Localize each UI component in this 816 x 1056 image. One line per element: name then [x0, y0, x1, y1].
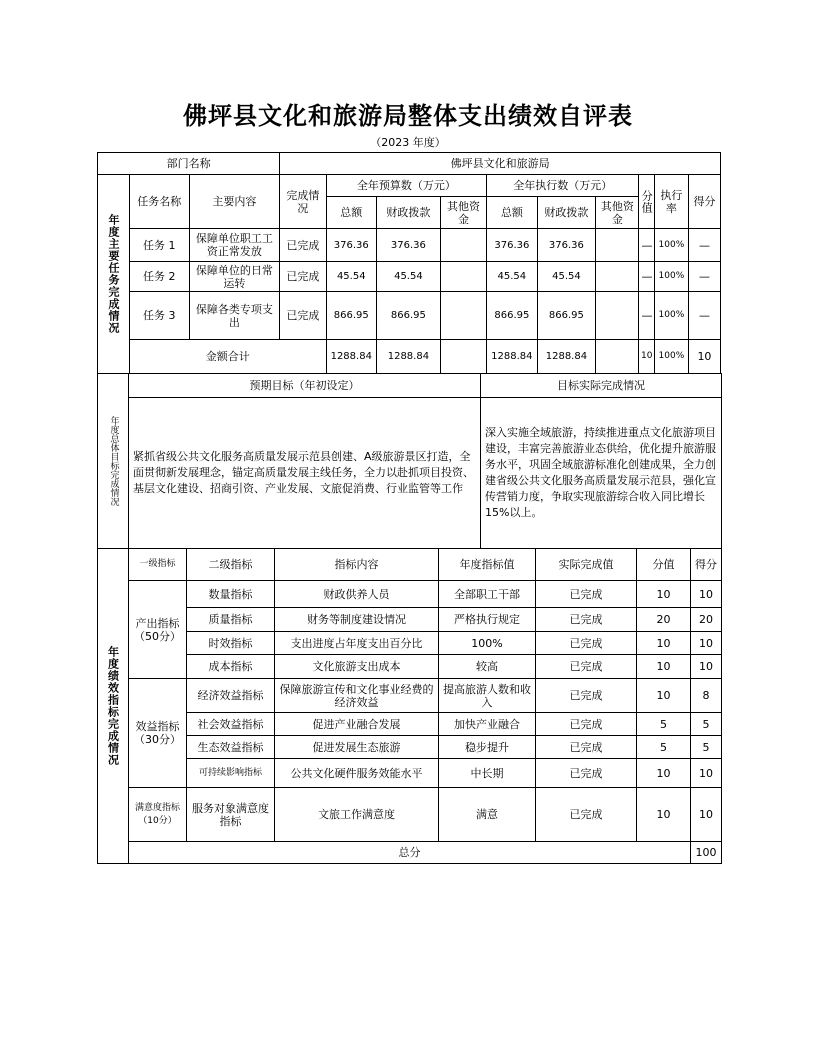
level2: 质量指标: [187, 608, 275, 632]
sum-budget-total: 1288.84: [326, 340, 376, 374]
score-value: 5: [637, 713, 691, 736]
expected-goal-text: 紧抓省级公共文化服务高质量发展示范县创建、A级旅游景区打造，全面贯彻新发展理念，锚定高质量发展主线任务，全力以赴抓项目投资、基层文化建设、招商引资、产业发展、文旅促消费、行业监管等工作: [129, 398, 481, 549]
header-score-value: 分值: [637, 549, 691, 581]
task-name: 任务 1: [129, 229, 189, 262]
dept-name-value: 佛坪县文化和旅游局: [280, 153, 721, 175]
sum-budget-other: [440, 340, 486, 374]
header-actual-value: 实际完成值: [536, 549, 637, 581]
score-value: 5: [637, 736, 691, 759]
actual-value: 已完成: [536, 581, 637, 608]
header-exec-total: 总额: [487, 197, 537, 229]
score-value: 10: [637, 655, 691, 679]
sum-exec-total: 1288.84: [487, 340, 537, 374]
budget-fiscal: 45.54: [376, 262, 440, 292]
table-row: [98, 655, 722, 679]
total-label: 总分: [129, 842, 691, 864]
annual-target: 全部职工干部: [439, 581, 536, 608]
sum-score: 10: [688, 340, 720, 374]
level2: 生态效益指标: [187, 736, 275, 759]
table-row: [98, 713, 722, 736]
score: —: [688, 229, 720, 262]
table-row: [98, 788, 722, 842]
table-row: [98, 262, 721, 292]
score-value: 10: [637, 788, 691, 842]
table-row: [98, 608, 722, 632]
level2: 可持续影响指标: [187, 759, 275, 788]
score: 20: [691, 608, 722, 632]
indicator-content: 财政供养人员: [275, 581, 439, 608]
budget-other: [440, 229, 486, 262]
level2: 经济效益指标: [187, 679, 275, 713]
exec-rate: 100%: [654, 262, 688, 292]
annual-target: 满意: [439, 788, 536, 842]
actual-value: 已完成: [536, 736, 637, 759]
indicator-content: 促进发展生态旅游: [275, 736, 439, 759]
score-value: 20: [637, 608, 691, 632]
header-budget-total: 总额: [326, 197, 376, 229]
actual-value: 已完成: [536, 655, 637, 679]
header-exec-rate: 执行率: [654, 175, 688, 229]
indicator-content: 文旅工作满意度: [275, 788, 439, 842]
sum-exec-other: [596, 340, 639, 374]
exec-total: 45.54: [487, 262, 537, 292]
header-completion: 完成情况: [280, 175, 326, 229]
performance-side-label: 年度绩效指标完成情况: [98, 549, 129, 864]
header-actual-completion: 目标实际完成情况: [481, 374, 722, 398]
annual-target: 提高旅游人数和收入: [439, 679, 536, 713]
table-row: [98, 736, 722, 759]
overall-goal-table: [97, 373, 722, 549]
header-score-value: 分值: [639, 175, 654, 229]
exec-rate: 100%: [654, 229, 688, 262]
indicator-content: 公共文化硬件服务效能水平: [275, 759, 439, 788]
dept-name-label: 部门名称: [98, 153, 280, 175]
level2: 服务对象满意度指标: [187, 788, 275, 842]
score: —: [688, 292, 720, 340]
actual-value: 已完成: [536, 679, 637, 713]
header-exec-fiscal: 财政拨款: [537, 197, 596, 229]
score: 10: [691, 788, 722, 842]
exec-fiscal: 866.95: [537, 292, 596, 340]
actual-value: 已完成: [536, 759, 637, 788]
score: 10: [691, 655, 722, 679]
overall-goal-side-label: 年度总体目标完成情况: [98, 374, 129, 549]
table-row: [98, 679, 722, 713]
score-value: —: [639, 292, 654, 340]
score: 10: [691, 581, 722, 608]
level1-satisfaction: 满意度指标（10分）: [129, 788, 187, 842]
task-name: 任务 2: [129, 262, 189, 292]
header-main-content: 主要内容: [189, 175, 280, 229]
level2: 成本指标: [187, 655, 275, 679]
annual-tasks-side-label: 年度主要任务完成情况: [98, 175, 130, 374]
task-content: 保障单位职工工资正常发放: [189, 229, 280, 262]
score: 5: [691, 713, 722, 736]
score: 10: [691, 759, 722, 788]
exec-rate: 100%: [654, 292, 688, 340]
actual-completion-text: 深入实施全域旅游，持续推进重点文化旅游项目建设，丰富完善旅游业态供给，优化提升旅游服务水平，巩固全域旅游标准化创建成果，全力创建省级公共文化服务高质量发展示范县，强化宣传营销力度，争取实现旅游综合收入同比增长 15%以上。: [481, 398, 722, 549]
task-status: 已完成: [280, 292, 326, 340]
budget-total: 376.36: [326, 229, 376, 262]
score-value: —: [639, 229, 654, 262]
task-content: 保障单位的日常运转: [189, 262, 280, 292]
score-value: 10: [637, 581, 691, 608]
performance-indicator-table: [97, 548, 722, 864]
indicator-content: 财务等制度建设情况: [275, 608, 439, 632]
level1-output: 产出指标（50分）: [129, 581, 187, 679]
exec-other: [596, 229, 639, 262]
score: 10: [691, 632, 722, 655]
table-row: [98, 229, 721, 262]
score-value: 10: [637, 679, 691, 713]
header-expected-goal: 预期目标（年初设定）: [129, 374, 481, 398]
exec-other: [596, 292, 639, 340]
budget-other: [440, 292, 486, 340]
total-row: [98, 842, 722, 864]
annual-target: 较高: [439, 655, 536, 679]
sum-budget-fiscal: 1288.84: [376, 340, 440, 374]
header-annual-execution: 全年执行数（万元）: [487, 175, 639, 197]
task-status: 已完成: [280, 262, 326, 292]
annual-target: 100%: [439, 632, 536, 655]
exec-other: [596, 262, 639, 292]
exec-fiscal: 45.54: [537, 262, 596, 292]
year-subtitle: （2023 年度）: [370, 136, 446, 149]
header-budget-fiscal: 财政拨款: [376, 197, 440, 229]
header-indicator-content: 指标内容: [275, 549, 439, 581]
indicator-content: 促进产业融合发展: [275, 713, 439, 736]
actual-value: 已完成: [536, 608, 637, 632]
budget-fiscal: 376.36: [376, 229, 440, 262]
sum-score-value: 10: [639, 340, 654, 374]
sum-exec-fiscal: 1288.84: [537, 340, 596, 374]
level2: 时效指标: [187, 632, 275, 655]
table-row: [98, 581, 722, 608]
level2: 数量指标: [187, 581, 275, 608]
indicator-content: 文化旅游支出成本: [275, 655, 439, 679]
table-row: [98, 632, 722, 655]
level1-benefit: 效益指标（30分）: [129, 679, 187, 788]
annual-target: 稳步提升: [439, 736, 536, 759]
header-task-name: 任务名称: [129, 175, 189, 229]
header-level1: 一级指标: [129, 549, 187, 581]
header-score: 得分: [688, 175, 720, 229]
sum-label: 金额合计: [129, 340, 326, 374]
annual-target: 加快产业融合: [439, 713, 536, 736]
actual-value: 已完成: [536, 788, 637, 842]
actual-value: 已完成: [536, 713, 637, 736]
page-title: 佛坪县文化和旅游局整体支出绩效自评表: [183, 101, 633, 130]
budget-total: 45.54: [326, 262, 376, 292]
task-name: 任务 3: [129, 292, 189, 340]
score: 8: [691, 679, 722, 713]
indicator-content: 支出进度占年度支出百分比: [275, 632, 439, 655]
header-exec-other: 其他资金: [596, 197, 639, 229]
score-value: —: [639, 262, 654, 292]
score-value: 10: [637, 759, 691, 788]
table-row: [98, 292, 721, 340]
annual-target: 严格执行规定: [439, 608, 536, 632]
budget-other: [440, 262, 486, 292]
task-completion-table: [97, 152, 721, 374]
exec-total: 866.95: [487, 292, 537, 340]
indicator-content: 保障旅游宣传和文化事业经费的经济效益: [275, 679, 439, 713]
header-level2: 二级指标: [187, 549, 275, 581]
score-value: 10: [637, 632, 691, 655]
table-row: [98, 759, 722, 788]
exec-fiscal: 376.36: [537, 229, 596, 262]
actual-value: 已完成: [536, 632, 637, 655]
task-content: 保障各类专项支出: [189, 292, 280, 340]
sum-exec-rate: 100%: [654, 340, 688, 374]
exec-total: 376.36: [487, 229, 537, 262]
total-score-value: 100: [691, 842, 722, 864]
header-budget-other: 其他资金: [440, 197, 486, 229]
level2: 社会效益指标: [187, 713, 275, 736]
task-status: 已完成: [280, 229, 326, 262]
budget-fiscal: 866.95: [376, 292, 440, 340]
header-annual-budget: 全年预算数（万元）: [326, 175, 487, 197]
score: —: [688, 262, 720, 292]
sum-row: [98, 340, 721, 374]
score: 5: [691, 736, 722, 759]
header-score: 得分: [691, 549, 722, 581]
header-annual-target: 年度指标值: [439, 549, 536, 581]
budget-total: 866.95: [326, 292, 376, 340]
annual-target: 中长期: [439, 759, 536, 788]
